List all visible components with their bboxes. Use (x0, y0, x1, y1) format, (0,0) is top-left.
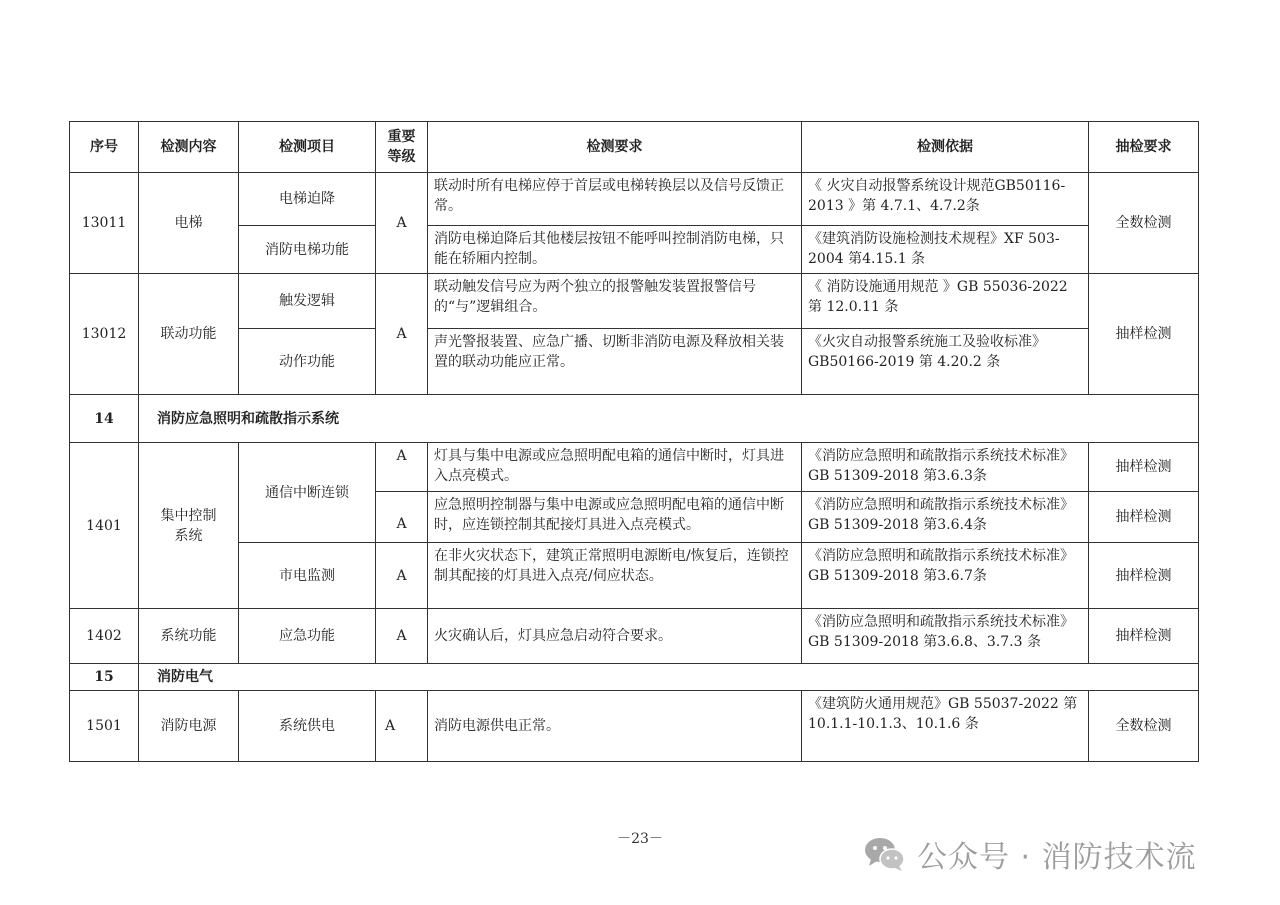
sampling-requirement: 全数检测 (1089, 691, 1199, 762)
sampling-requirement: 抽样检测 (1089, 609, 1199, 664)
table-row (70, 329, 1199, 395)
wechat-icon (863, 836, 907, 872)
section-row (70, 395, 1199, 443)
basis: 《消防应急照明和疏散指示系统技术标准》GB 51309-2018 第3.6.4条 (802, 492, 1089, 543)
requirement: 联动时所有电梯应停于首层或电梯转换层以及信号反馈正常。 (428, 173, 802, 226)
table-row (70, 443, 1199, 492)
inspection-item: 触发逻辑 (239, 274, 376, 329)
header-cell: 检测内容 (139, 122, 239, 173)
table-row (70, 274, 1199, 329)
requirement: 联动触发信号应为两个独立的报警触发装置报警信号的“与”逻辑组合。 (428, 274, 802, 329)
importance-grade: A (376, 274, 428, 395)
table-row (70, 226, 1199, 274)
basis: 《消防应急照明和疏散指示系统技术标准》 GB 51309-2018 第3.6.3条 (802, 443, 1089, 492)
sampling-requirement: 抽样检测 (1089, 274, 1199, 395)
sampling-requirement: 抽样检测 (1089, 443, 1199, 492)
row-number: 1402 (70, 609, 139, 664)
basis: 《 消防设施通用规范 》GB 55036-2022 第 12.0.11 条 (802, 274, 1089, 329)
section-row (70, 664, 1199, 691)
sampling-requirement: 全数检测 (1089, 173, 1199, 274)
watermark (863, 834, 1243, 874)
table-row (70, 609, 1199, 664)
inspection-item: 市电监测 (239, 543, 376, 609)
header-cell: 检测要求 (428, 122, 802, 173)
basis: 《建筑消防设施检测技术规程》XF 503-2004 第4.15.1 条 (802, 226, 1089, 274)
section-number: 14 (70, 395, 139, 443)
sampling-requirement: 抽样检测 (1089, 543, 1199, 609)
header-cell: 序号 (70, 122, 139, 173)
requirement: 火灾确认后，灯具应急启动符合要求。 (428, 609, 802, 664)
requirement: 灯具与集中电源或应急照明配电箱的通信中断时，灯具进入点亮模式。 (428, 443, 802, 492)
requirement: 在非火灾状态下，建筑正常照明电源断电/恢复后，连锁控制其配接的灯具进入点亮/伺应状态。 (428, 543, 802, 609)
page-number: －23－ (617, 831, 663, 847)
importance-grade: A (376, 609, 428, 664)
header-cell: 重要 等级 (376, 122, 428, 173)
header-cell: 检测项目 (239, 122, 376, 173)
table-row (70, 173, 1199, 226)
inspection-table (69, 121, 1199, 762)
sampling-requirement: 抽样检测 (1089, 492, 1199, 543)
inspection-item: 应急功能 (239, 609, 376, 664)
row-number: 13011 (70, 173, 139, 274)
inspection-content: 联动功能 (139, 274, 239, 395)
section-title: 消防应急照明和疏散指示系统 (139, 395, 1199, 443)
inspection-item: 消防电梯功能 (239, 226, 376, 274)
row-number: 1501 (70, 691, 139, 762)
requirement: 声光警报装置、应急广播、切断非消防电源及释放相关装置的联动功能应正常。 (428, 329, 802, 395)
basis: 《消防应急照明和疏散指示系统技术标准》GB 51309-2018 第3.6.7条 (802, 543, 1089, 609)
importance-grade: A (376, 543, 428, 609)
table-row (70, 691, 1199, 762)
section-number: 15 (70, 664, 139, 691)
inspection-content: 消防电源 (139, 691, 239, 762)
importance-grade: A (376, 443, 428, 492)
inspection-item: 动作功能 (239, 329, 376, 395)
basis: 《 火灾自动报警系统设计规范GB50116-2013 》第 4.7.1、4.7.2条 (802, 173, 1089, 226)
inspection-content: 电梯 (139, 173, 239, 274)
basis: 《火灾自动报警系统施工及验收标准》GB50166-2019 第 4.20.2 条 (802, 329, 1089, 395)
basis: 《建筑防火通用规范》GB 55037-2022 第10.1.1-10.1.3、10.1.6 条 (802, 691, 1089, 762)
row-number: 13012 (70, 274, 139, 395)
inspection-content: 系统功能 (139, 609, 239, 664)
section-title: 消防电气 (139, 664, 1199, 691)
inspection-item: 系统供电 (239, 691, 376, 762)
importance-grade: A (376, 691, 428, 762)
importance-grade: A (376, 173, 428, 274)
watermark-text: 公众号 · 消防技术流 (917, 840, 1197, 875)
table-row (70, 543, 1199, 609)
requirement: 消防电源供电正常。 (428, 691, 802, 762)
row-number: 1401 (70, 443, 139, 609)
requirement: 消防电梯迫降后其他楼层按钮不能呼叫控制消防电梯，只能在轿厢内控制。 (428, 226, 802, 274)
inspection-item: 通信中断连锁 (239, 443, 376, 543)
inspection-content: 集中控制系统 (139, 443, 239, 609)
requirement: 应急照明控制器与集中电源或应急照明配电箱的通信中断时，应连锁控制其配接灯具进入点亮模式。 (428, 492, 802, 543)
header-cell: 抽检要求 (1089, 122, 1199, 173)
importance-grade: A (376, 492, 428, 543)
header-cell: 检测依据 (802, 122, 1089, 173)
header-row (70, 122, 1199, 173)
basis: 《消防应急照明和疏散指示系统技术标准》GB 51309-2018 第3.6.8、3.7.3 条 (802, 609, 1089, 664)
inspection-item: 电梯迫降 (239, 173, 376, 226)
